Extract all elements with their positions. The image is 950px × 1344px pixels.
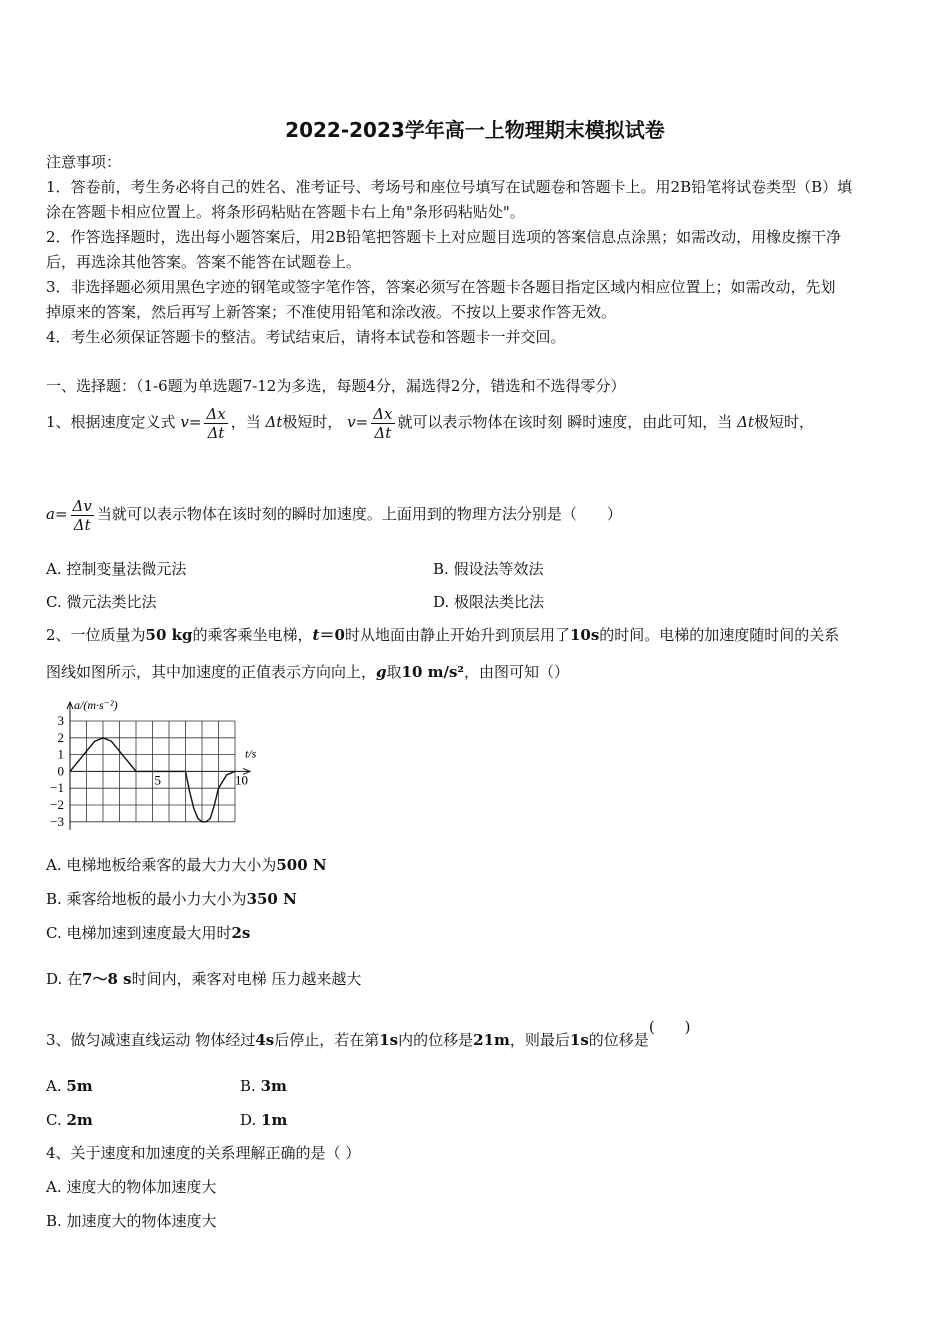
y-tick-label: −3 [50, 813, 64, 829]
fraction: $\frac{\Delta x}{\Delta t}$ [373, 404, 393, 442]
y-tick-label: 0 [57, 763, 64, 779]
y-tick-label: −2 [50, 797, 64, 812]
x-tick-label: 5 [154, 772, 161, 788]
question-4-stem: 4、关于速度和加速度的关系理解正确的是（ ） [46, 1144, 361, 1162]
q3-option-a[interactable]: A. 5m [46, 1077, 93, 1095]
notice-line: 涂在答题卡相应位置上。将条形码粘贴在答题卡右上角"条形码粘贴处"。 [46, 203, 525, 221]
q2-option-a[interactable]: A. 电梯地板给乘客的最大力大小为500 N [46, 856, 327, 874]
page-title: 2022-2023学年高一上物理期末模拟试卷 [285, 118, 665, 142]
acceleration-time-chart [44, 694, 274, 840]
q4-option-a[interactable]: A. 速度大的物体加速度大 [46, 1178, 217, 1196]
y-tick-label: 2 [57, 729, 64, 745]
q2-option-c[interactable]: C. 电梯加速到速度最大用时2s [46, 924, 251, 942]
notice-line: 4．考生必须保证答题卡的整洁。考试结束后，请将本试卷和答题卡一并交回。 [46, 328, 566, 346]
q1-option-a[interactable]: A. 控制变量法微元法 [46, 560, 187, 578]
q1-option-d[interactable]: D. 极限法类比法 [433, 593, 545, 611]
notice-heading: 注意事项： [46, 153, 122, 171]
x-tick-label: 10 [235, 772, 248, 788]
notice-line: 1．答卷前，考生务必将自己的姓名、准考证号、考场号和座位号填写在试题卷和答题卡上。用2B铅笔将试卷类型（B）填 [46, 178, 853, 196]
q3-option-c[interactable]: C. 2m [46, 1111, 93, 1129]
fraction: $\frac{\Delta v}{\Delta t}$ [72, 496, 92, 534]
q1-option-b[interactable]: B. 假设法等效法 [433, 560, 544, 578]
x-axis-label: t/s [245, 746, 257, 761]
y-axis-label: a/(m·s⁻²) [74, 698, 118, 712]
y-tick-label: 1 [57, 746, 64, 762]
notice-line: 2．作答选择题时，选出每小题答案后，用2B铅笔把答题卡上对应题目选项的答案信息点涂黑；如需改动，用橡皮擦干净 [46, 228, 842, 246]
notice-line: 后，再选涂其他答案。答案不能答在试题卷上。 [46, 253, 362, 271]
question-2-stem: 2、一位质量为50 kg的乘客乘坐电梯，t＝0时从地面由静止开始升到顶层用了10s的时间。电梯的加速度随时间的关系 [46, 626, 840, 644]
y-tick-label: −1 [50, 780, 64, 796]
notice-line: 掉原来的答案，然后再写上新答案；不准使用铅笔和涂改液。不按以上要求作答无效。 [46, 303, 617, 321]
x-tick-labels [155, 772, 249, 787]
question-2-stem-cont: 图线如图所示，其中加速度的正值表示方向向上，g取10 m/s²，由图可知（） [46, 663, 570, 681]
question-3-stem: 3、做匀减速直线运动 物体经过4s后停止，若在第1s内的位移是21m，则最后1s的位移是( ) [46, 1018, 691, 1049]
q3-option-d[interactable]: D. 1m [240, 1111, 288, 1129]
fraction: $\frac{\Delta x}{\Delta t}$ [206, 404, 226, 442]
q2-option-d[interactable]: D. 在7～8 s时间内，乘客对电梯 压力越来越大 [46, 970, 362, 988]
y-tick-labels [50, 713, 64, 829]
q3-option-b[interactable]: B. 3m [240, 1077, 287, 1095]
notice-line: 3．非选择题必须用黑色字迹的钢笔或签字笔作答，答案必须写在答题卡各题目指定区域内相应位置上；如需改动，先划 [46, 278, 836, 296]
y-tick-label: 3 [57, 713, 64, 728]
question-1-stem: 1、根据速度定义式 v= $\frac{\Delta x}{\Delta t}$ ，当 Δt极短时， v= $\frac{\Delta x}{\Delta t}$ 就可以表示物体在该时刻 瞬时速度，由此可知，当 Δt极短时， [46, 404, 814, 442]
section-heading: 一、选择题：（1-6题为单选题7-12为多选，每题4分，漏选得2分，错选和不选得零分） [46, 377, 626, 395]
q2-option-b[interactable]: B. 乘客给地板的最小力大小为350 N [46, 890, 297, 908]
q1-option-c[interactable]: C. 微元法类比法 [46, 593, 157, 611]
question-1-stem-cont: a= $\frac{\Delta v}{\Delta t}$ 当就可以表示物体在该时刻的瞬时加速度。上面用到的物理方法分别是（ ） [46, 496, 622, 534]
q4-option-b[interactable]: B. 加速度大的物体速度大 [46, 1212, 217, 1230]
